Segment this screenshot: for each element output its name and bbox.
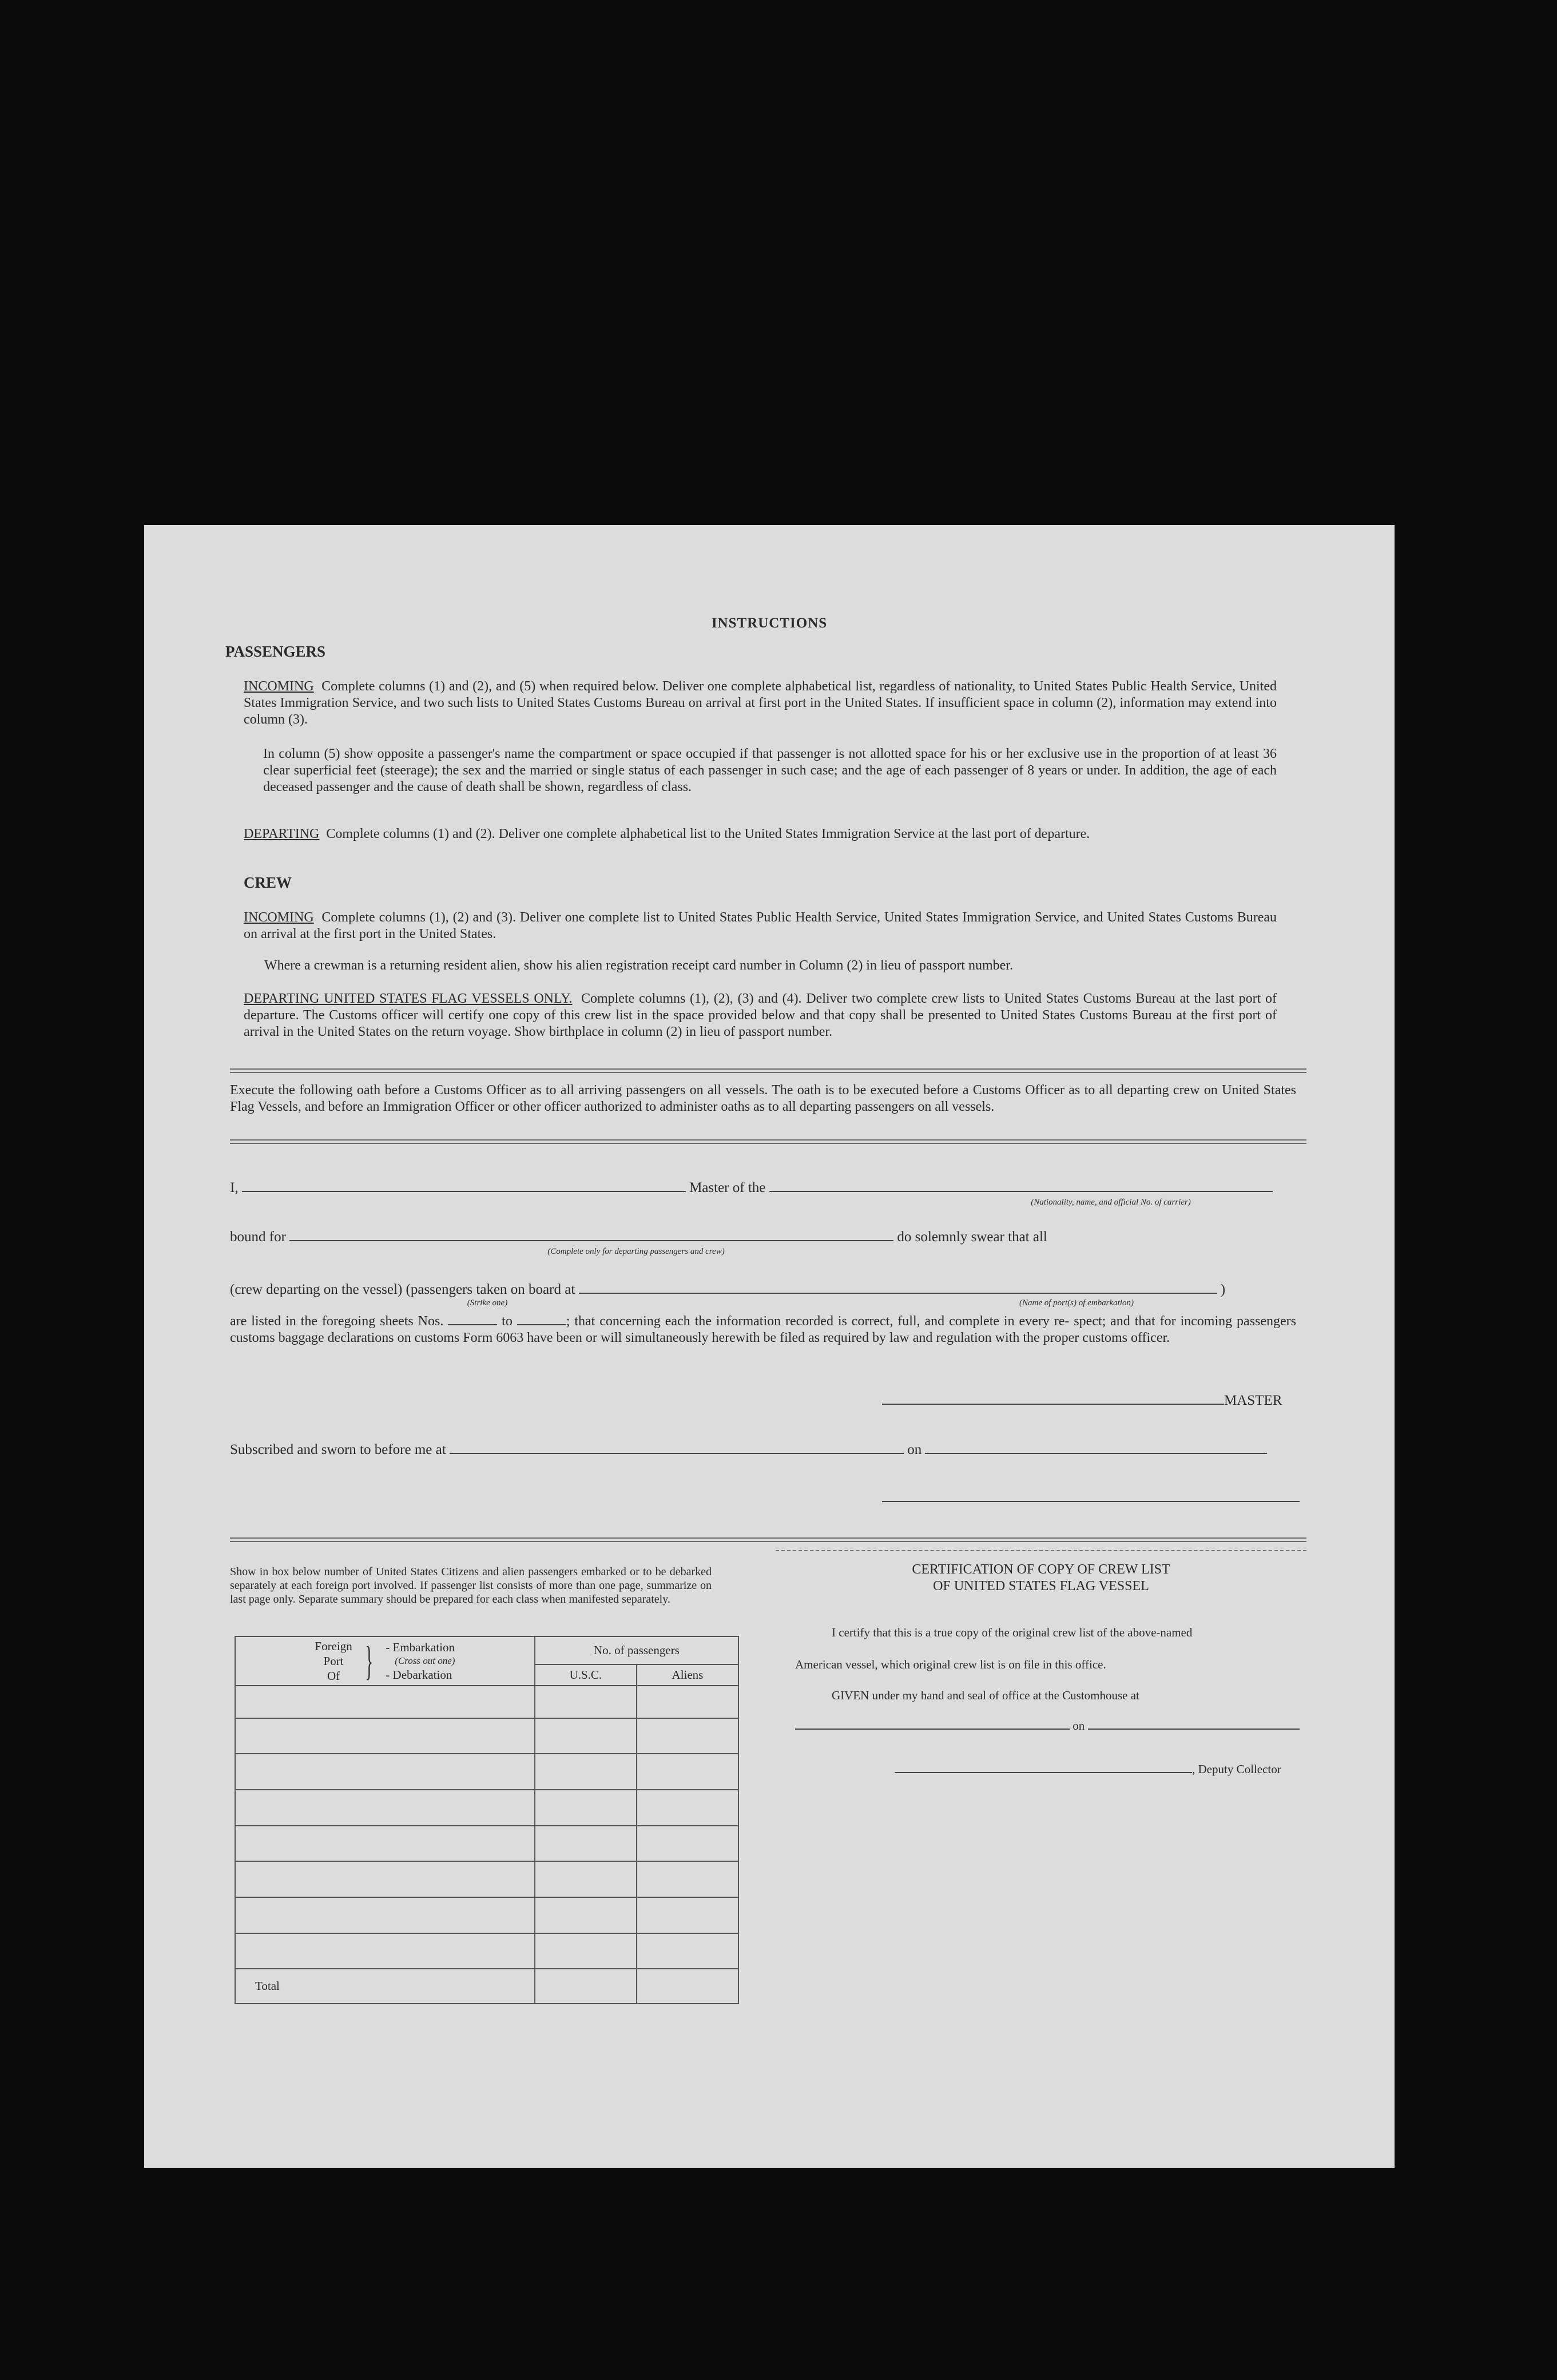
port-cell[interactable] — [235, 1686, 535, 1718]
subscribed-place-field[interactable] — [450, 1440, 904, 1454]
usc-cell[interactable] — [535, 1686, 637, 1718]
port-cell[interactable] — [235, 1897, 535, 1933]
passengers-departing-paragraph — [244, 826, 1277, 843]
certification-text-2: American vessel, which original crew list is on file in this office. — [795, 1658, 1106, 1671]
certification-divider — [776, 1550, 1306, 1551]
sheet-from-field[interactable] — [448, 1314, 497, 1325]
carrier-caption: (Nationality, name, and official No. of carrier) — [1031, 1198, 1191, 1207]
certification-title — [776, 1561, 1306, 1595]
usc-cell[interactable] — [535, 1754, 637, 1790]
strike-one-caption: (Strike one) — [467, 1298, 508, 1308]
certification-on-label: on — [1073, 1719, 1085, 1733]
embarkation-port-field[interactable] — [579, 1280, 1217, 1294]
customhouse-field[interactable] — [795, 1718, 1070, 1730]
master-label: MASTER — [1224, 1393, 1282, 1408]
foreign-port-header — [235, 1636, 535, 1686]
carrier-field[interactable] — [769, 1178, 1273, 1192]
crew-incoming-lead: INCOMING — [244, 910, 314, 925]
sheet-to-field[interactable] — [517, 1314, 566, 1325]
close-paren: ) — [1220, 1282, 1226, 1297]
summary-note: Show in box below number of United States Citizens and alien passengers embarked or to be debarked separately at each foreign port involved. If passenger list consists of more than one page, summarize on last page only. Separate summary should be prepared for each class when manifested separately. — [230, 1566, 712, 1606]
aliens-total-cell[interactable] — [637, 1969, 738, 2004]
divider — [230, 1541, 1306, 1542]
oath-line-embarkation — [230, 1280, 1225, 1298]
divider — [230, 1143, 1306, 1144]
aliens-cell[interactable] — [637, 1861, 738, 1897]
deputy-collector-line — [895, 1762, 1281, 1777]
oath-line-master — [230, 1178, 1273, 1196]
listed-text-1: are listed in the foregoing sheets Nos. — [230, 1314, 444, 1329]
column5-paragraph: In column (5) show opposite a passenger's name the compartment or space occupied if that passenger is not allotted space for his or her exclusive use in the proportion of at least 36 clear superficial feet (steerage); the sex and the married or single status of each passenger in such case; and the age of each passenger of 8 years or under. In addition, the age of each deceased passenger and the cause of death shall be shown, regardless of class. — [263, 746, 1277, 794]
usc-header: U.S.C. — [535, 1664, 637, 1686]
port-cell[interactable] — [235, 1861, 535, 1897]
master-signature-line — [882, 1391, 1282, 1409]
oath-intro: Execute the following oath before a Customs Officer as to all arriving passengers on all vessels. The oath is to be executed before a Customs Officer as to all departing crew on United States Flag Vessels, and before an Immigration Officer or other officer authorized to administer oaths as to all departing passengers on all vessels. — [230, 1083, 1296, 1114]
port-cell[interactable] — [235, 1826, 535, 1862]
listed-text-3: spect; and that for incoming passengers customs baggage declarations on customs Form 6063 have been or will simultaneously herewith be filed as required by law and regulation with the proper customs officer. — [230, 1314, 1297, 1345]
bound-for-field[interactable] — [289, 1227, 893, 1241]
crew-departing-text: Complete columns (1), (2), (3) and (4). Deliver two complete crew lists to United States Customs Bureau at the last port of departure. The Customs officer will certify one copy of this crew list in the space provided below and that copy shall be presented to United States Customs Bureau at the first port of arrival in the United States on the return voyage. Show birthplace in column (2) in lieu of passport number. — [244, 991, 1277, 1039]
usc-cell[interactable] — [535, 1861, 637, 1897]
divider — [230, 1072, 1306, 1073]
divider — [230, 1068, 1306, 1070]
usc-cell[interactable] — [535, 1826, 637, 1862]
port-label: Port — [323, 1654, 344, 1668]
divider — [230, 1537, 1306, 1539]
bound-for-label: bound for — [230, 1229, 286, 1245]
listed-paragraph — [230, 1313, 1296, 1346]
oath-line-bound — [230, 1227, 1047, 1245]
aliens-cell[interactable] — [637, 1790, 738, 1826]
certification-text-1: I certify that this is a true copy of the original crew list of the above-named — [832, 1626, 1193, 1639]
certification-date-field[interactable] — [1088, 1718, 1300, 1730]
subscribed-text: Subscribed and sworn to before me at — [230, 1442, 446, 1457]
brace-icon: } — [365, 1638, 373, 1684]
crew-incoming-text: Complete columns (1), (2) and (3). Deliver one complete list to United States Public Health Service, United States Immigration Service, and United States Customs Bureau on arrival at the first port in the United States. — [244, 910, 1277, 941]
incoming-lead: INCOMING — [244, 679, 314, 694]
i-label: I, — [230, 1180, 239, 1195]
crew-heading: CREW — [244, 874, 292, 891]
subscribed-line — [230, 1440, 1267, 1458]
usc-cell[interactable] — [535, 1718, 637, 1754]
aliens-cell[interactable] — [637, 1718, 738, 1754]
departing-lead: DEPARTING — [244, 827, 320, 841]
cross-out-label: (Cross out one) — [395, 1655, 455, 1667]
debarkation-label[interactable]: - Debarkation — [386, 1668, 452, 1682]
no-of-passengers-header: No. of passengers — [535, 1636, 738, 1664]
total-label: Total — [235, 1969, 535, 2004]
port-caption: (Name of port(s) of embarkation) — [1019, 1298, 1134, 1308]
crew-departing-option[interactable]: (crew departing on the vessel) — [230, 1282, 403, 1297]
of-label: Of — [327, 1669, 340, 1683]
crew-incoming-paragraph — [244, 909, 1277, 943]
usc-cell[interactable] — [535, 1933, 637, 1969]
departing-text: Complete columns (1) and (2). Deliver one complete alphabetical list to the United States Immigration Service at the last port of departure. — [326, 827, 1090, 841]
form-page — [144, 525, 1395, 2168]
aliens-header: Aliens — [637, 1664, 738, 1686]
deputy-signature-field[interactable] — [895, 1762, 1192, 1773]
certification-place-line — [795, 1718, 1300, 1733]
aliens-cell[interactable] — [637, 1897, 738, 1933]
certification-title-1: CERTIFICATION OF COPY OF CREW LIST — [912, 1562, 1170, 1577]
bound-caption: (Complete only for departing passengers and crew) — [547, 1247, 725, 1256]
port-cell[interactable] — [235, 1718, 535, 1754]
crew-departing-lead: DEPARTING UNITED STATES FLAG VESSELS ONLY. — [244, 991, 573, 1006]
passengers-heading: PASSENGERS — [225, 643, 326, 660]
certification-given: GIVEN under my hand and seal of office at the Customhouse at — [832, 1688, 1139, 1702]
passengers-incoming-paragraph — [244, 678, 1277, 728]
officer-signature-field[interactable] — [882, 1501, 1300, 1502]
subscribed-on-label: on — [907, 1442, 922, 1457]
port-cell[interactable] — [235, 1933, 535, 1969]
divider — [230, 1139, 1306, 1141]
certification-title-2: OF UNITED STATES FLAG VESSEL — [933, 1579, 1149, 1594]
crew-departing-paragraph — [244, 991, 1277, 1040]
passengers-taken-option[interactable]: (passengers taken on board at — [406, 1282, 575, 1297]
passenger-summary-table — [235, 1636, 739, 2004]
resident-alien-paragraph: Where a crewman is a returning resident alien, show his alien registration receipt card number in Column (2) in lieu of passport number. — [264, 958, 1013, 973]
master-of-the-label: Master of the — [689, 1180, 766, 1195]
usc-cell[interactable] — [535, 1790, 637, 1826]
deputy-collector-label: , Deputy Collector — [1192, 1762, 1281, 1776]
aliens-cell[interactable] — [637, 1933, 738, 1969]
aliens-cell[interactable] — [637, 1686, 738, 1718]
port-cell[interactable] — [235, 1790, 535, 1826]
incoming-text: Complete columns (1) and (2), and (5) when required below. Deliver one complete alphabetical list, regardless of nationality, to United States Public Health Service, United States Immigration Service, and two such lists to United States Customs Bureau on arrival at first port in the United States. If insufficient space in column (2), information may extend into column (3). — [244, 679, 1277, 727]
port-cell[interactable] — [235, 1754, 535, 1790]
swear-text: do solemnly swear that all — [897, 1229, 1047, 1245]
foreign-label: Foreign — [315, 1639, 352, 1654]
usc-total-cell[interactable] — [535, 1969, 637, 2004]
aliens-cell[interactable] — [637, 1826, 738, 1862]
master-signature-field[interactable] — [882, 1391, 1224, 1405]
subscribed-date-field[interactable] — [925, 1440, 1267, 1454]
embarkation-label[interactable]: - Embarkation — [386, 1640, 455, 1655]
master-name-field[interactable] — [242, 1178, 686, 1192]
listed-to: to — [502, 1314, 513, 1329]
usc-cell[interactable] — [535, 1897, 637, 1933]
aliens-cell[interactable] — [637, 1754, 738, 1790]
instructions-title: INSTRUCTIONS — [711, 615, 828, 631]
listed-text-2: ; that concerning each the information recorded is correct, full, and complete in every re- — [566, 1314, 1070, 1329]
